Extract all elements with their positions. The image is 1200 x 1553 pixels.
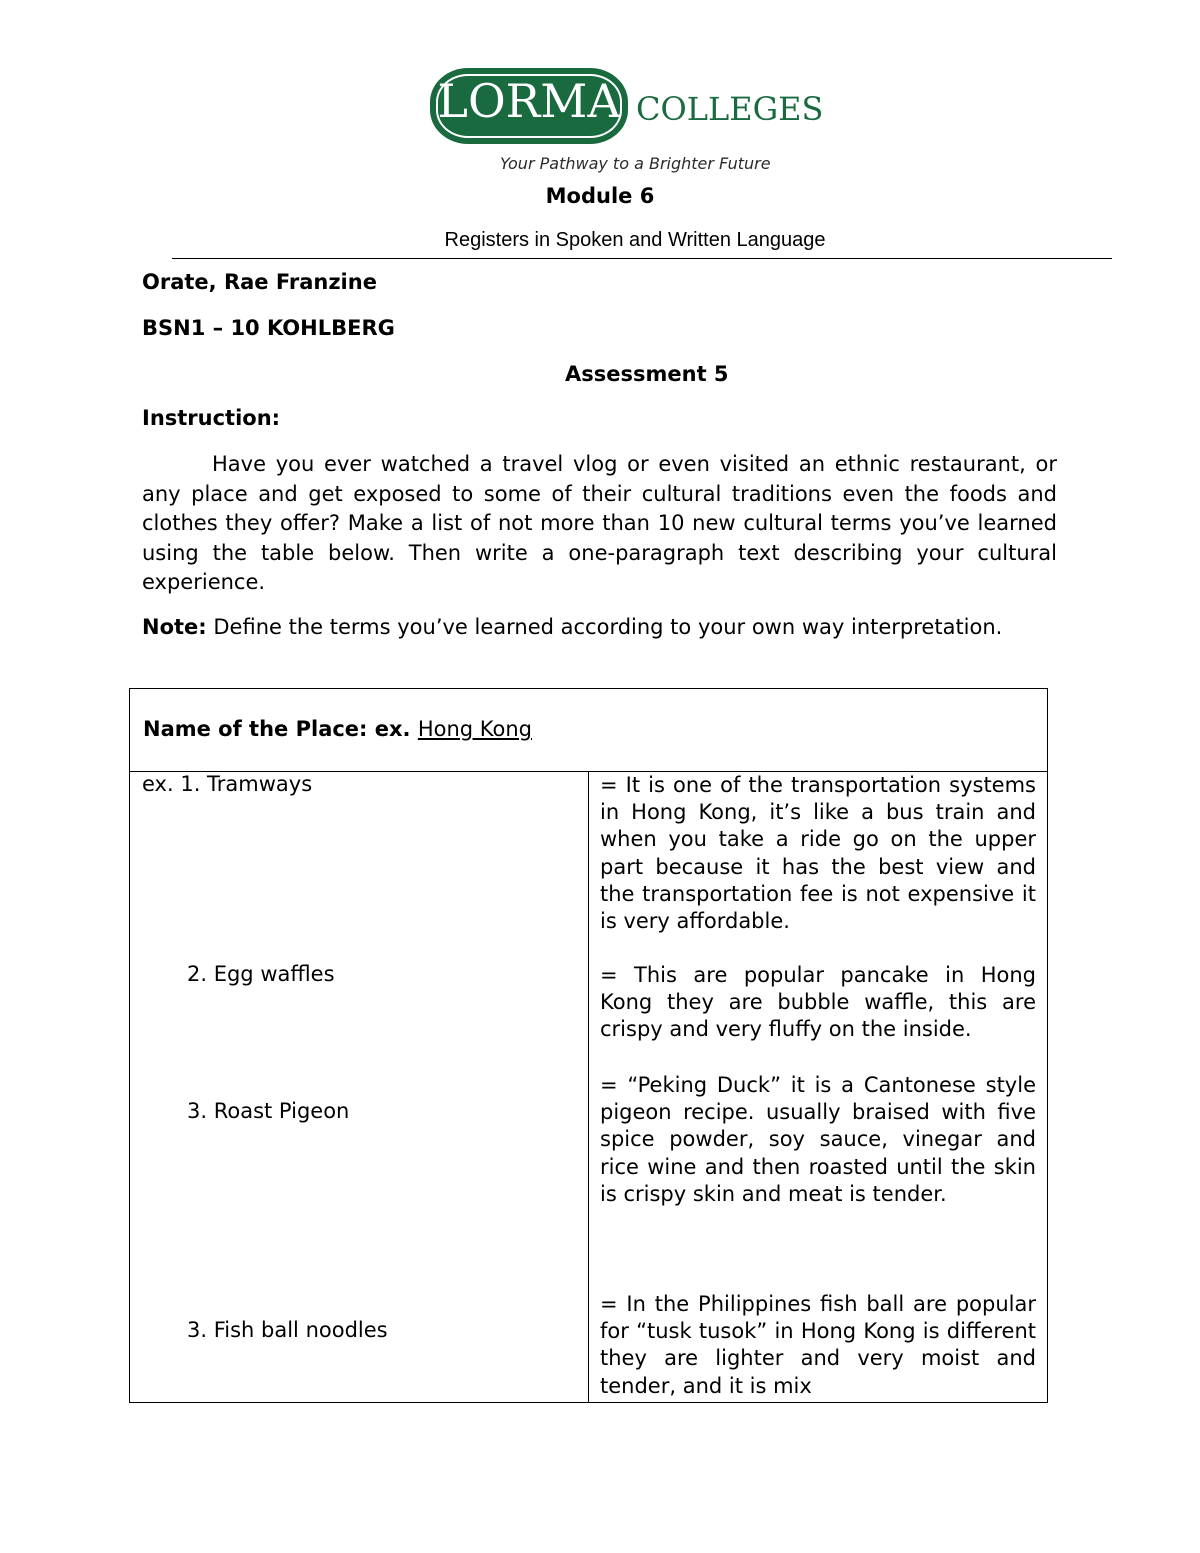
definition-3: = “Peking Duck” it is a Cantonese style pigeon recipe. usually braised with five spice powder, soy sauce, vinegar and rice wine and then roasted until the skin is crispy skin and meat is tender. [600, 1073, 1036, 1206]
logo-wordmark: LORMA [437, 74, 621, 128]
logo-tagline: Your Pathway to a Brighter Future [500, 154, 771, 173]
module-title: Module 6 [545, 184, 655, 208]
logo-badge [430, 68, 628, 144]
instruction-paragraph [142, 450, 1057, 598]
note-paragraph [142, 613, 1057, 643]
table-header-cell [130, 689, 1048, 772]
definition-4: = In the Philippines fish ball are popular for “tusk tusok” in Hong Kong is different they are lighter and very moist and tender, and it is mix [600, 1292, 1036, 1398]
note-text: Define the terms you’ve learned according to your own way interpretation. [213, 615, 1003, 639]
definition-1: = It is one of the transportation systems in Hong Kong, it’s like a bus train and when you take a ride go on the upper part because it has the best view and the transportation fee is not expensive it is very affordable. [600, 773, 1036, 934]
definition-2: = This are popular pancake in Hong Kong they are bubble waffle, this are crispy and very fluffy on the inside. [600, 963, 1036, 1042]
instruction-text: Have you ever watched a travel vlog or even visited an ethnic restaurant, or any place and get exposed to some of their cultural traditions even the foods and clothes they offer? Make a list of not more than 10 new cultural terms you’ve learned using the table below. Then write a one-paragraph text describing your cultural experience. [142, 452, 1057, 594]
terms-column [130, 772, 589, 1403]
term-4: 3. Fish ball noodles [187, 1318, 388, 1342]
lorma-colleges-logo [430, 68, 824, 178]
instruction-label: Instruction: [142, 406, 281, 430]
term-2: 2. Egg waffles [187, 962, 335, 986]
place-name-line [130, 689, 1047, 741]
header-divider [172, 258, 1112, 259]
place-name-label: Name of the Place: ex. [143, 717, 411, 741]
term-1: ex. 1. Tramways [142, 772, 313, 796]
module-subtitle: Registers in Spoken and Written Language [444, 229, 826, 251]
term-3: 3. Roast Pigeon [187, 1099, 350, 1123]
place-name-value: Hong Kong [417, 717, 533, 741]
student-name: Orate, Rae Franzine [142, 270, 377, 294]
student-section: BSN1 – 10 KOHLBERG [142, 316, 395, 340]
note-label: Note: [142, 615, 207, 639]
assessment-title: Assessment 5 [565, 362, 729, 386]
logo-colleges-text: COLLEGES [636, 90, 824, 128]
definitions-column [589, 772, 1048, 1403]
cultural-terms-table [129, 688, 1048, 1403]
